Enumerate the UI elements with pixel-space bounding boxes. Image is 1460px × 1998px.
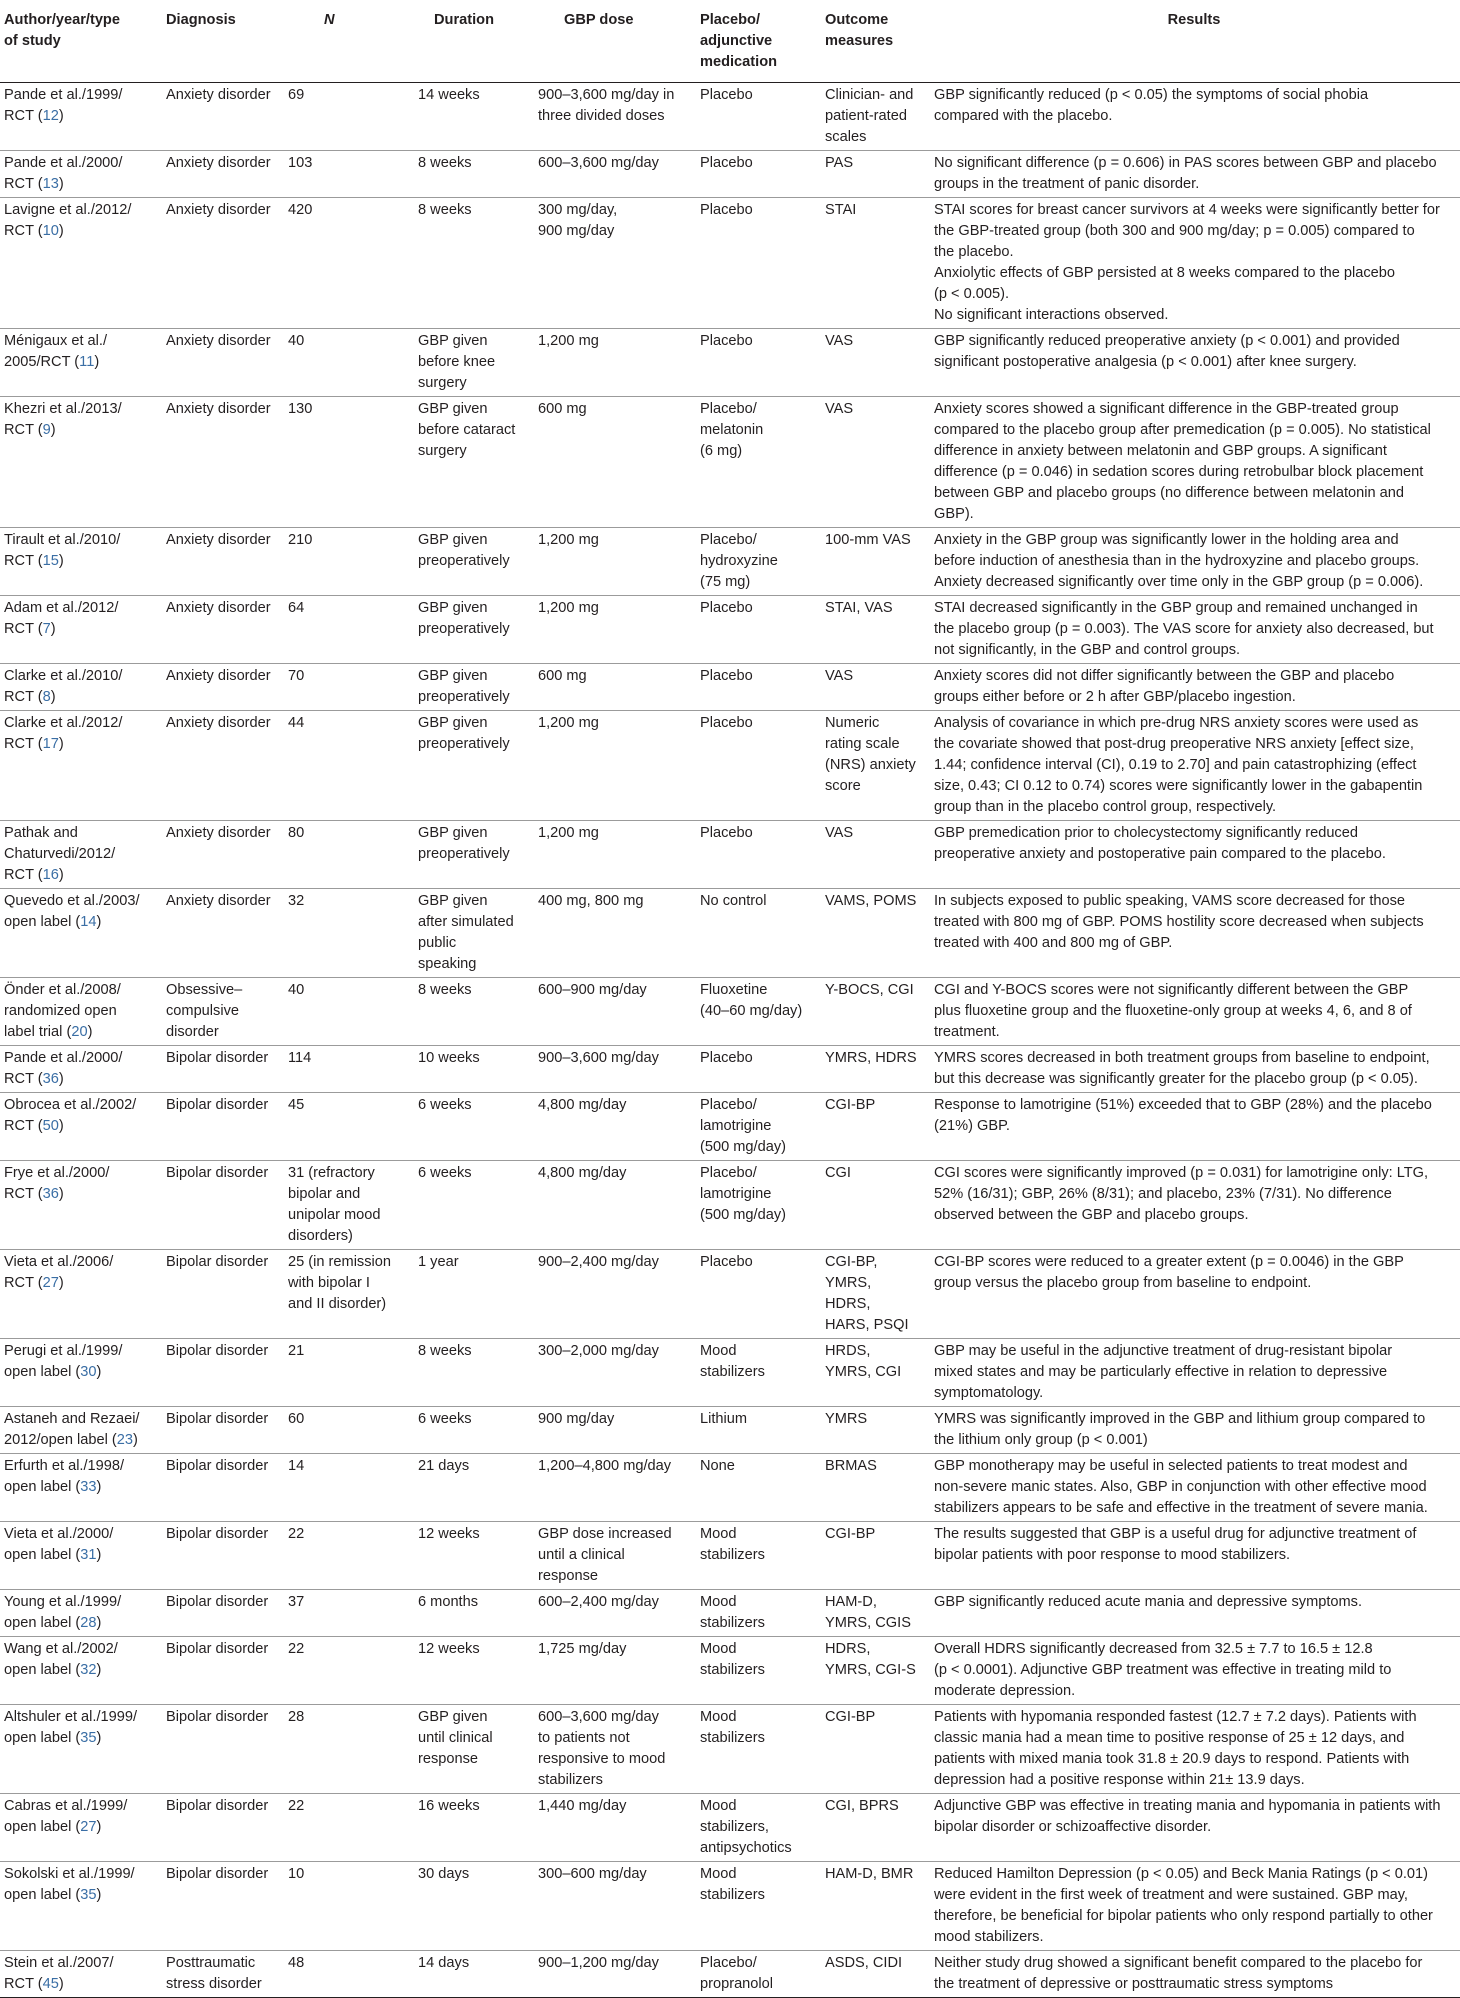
author-text: Pathak and Chaturvedi/2012/ RCT <box>4 825 116 883</box>
author-text: Clarke et al./2010/ RCT <box>4 668 123 705</box>
cell-outcome: STAI <box>825 202 857 218</box>
cell-duration: GBP given preoperatively <box>418 715 510 752</box>
cell-duration: 6 weeks <box>418 1097 472 1113</box>
cell-results: GBP significantly reduced preoperative anxiety (p < 0.001) and provided significant postoperative analgesia (p < 0.001) after knee surgery. <box>934 333 1400 370</box>
reference-link[interactable]: 14 <box>80 914 97 930</box>
cell-n: 114 <box>288 1050 312 1066</box>
cell-diagnosis: Anxiety disorder <box>166 532 271 548</box>
cell-n: 80 <box>288 825 305 841</box>
cell-gbp-dose: 900–3,600 mg/day <box>538 1050 659 1066</box>
cell-outcome: VAS <box>825 668 854 684</box>
header-results: Results <box>1167 12 1221 28</box>
cell-n: 64 <box>288 600 305 616</box>
table-row <box>0 1454 1460 1522</box>
cell-gbp-dose: 900 mg/day <box>538 1411 615 1427</box>
cell-outcome: PAS <box>825 155 854 171</box>
table-row <box>0 151 1460 198</box>
cell-diagnosis: Bipolar disorder <box>166 1526 269 1542</box>
cell-author: Tirault et al./2010/ RCT (15) <box>4 532 121 569</box>
cell-outcome: CGI-BP <box>825 1526 876 1542</box>
cell-gbp-dose: GBP dose increased until a clinical response <box>538 1526 672 1584</box>
cell-results: Anxiety scores did not differ significantly between the GBP and placebo groups either before or 2 h after GBP/placebo ingestion. <box>934 668 1395 705</box>
cell-diagnosis: Anxiety disorder <box>166 715 271 731</box>
cell-results: YMRS was significantly improved in the GBP and lithium group compared to the lithium only group (p < 0.001) <box>934 1411 1426 1448</box>
header-n: N <box>324 12 335 28</box>
table-row <box>0 329 1460 397</box>
cell-results: YMRS scores decreased in both treatment groups from baseline to endpoint, but this decrease was significantly greater for the placebo group (p < 0.05). <box>934 1050 1430 1087</box>
cell-n: 45 <box>288 1097 305 1113</box>
cell-outcome: VAMS, POMS <box>825 893 917 909</box>
cell-duration: 14 weeks <box>418 87 480 103</box>
reference-link[interactable]: 36 <box>42 1071 59 1087</box>
cell-placebo: Placebo/ lamotrigine (500 mg/day) <box>700 1165 786 1223</box>
cell-outcome: VAS <box>825 401 854 417</box>
reference-link[interactable]: 27 <box>42 1275 59 1291</box>
author-text: Perugi et al./1999/ open label <box>4 1343 123 1380</box>
table-row <box>0 397 1460 528</box>
cell-author: Obrocea et al./2002/ RCT (50) <box>4 1097 137 1134</box>
cell-results: Overall HDRS significantly decreased from 32.5 ± 7.7 to 16.5 ± 12.8 (p < 0.0001). Adjunctive GBP treatment was effective in treating mild to moderate depression. <box>934 1641 1392 1699</box>
cell-results: CGI and Y-BOCS scores were not significantly different between the GBP plus fluoxetine group and the fluoxetine-only group at weeks 4, 6, and 8 of treatment. <box>934 982 1412 1040</box>
cell-n: 60 <box>288 1411 305 1427</box>
cell-n: 48 <box>288 1955 305 1971</box>
cell-gbp-dose: 4,800 mg/day <box>538 1165 627 1181</box>
cell-placebo: Mood stabilizers <box>700 1641 765 1678</box>
reference-link[interactable]: 35 <box>80 1730 97 1746</box>
cell-gbp-dose: 1,200 mg <box>538 715 599 731</box>
table-row <box>0 83 1460 151</box>
header-gbp-dose: GBP dose <box>564 12 634 28</box>
author-text: Quevedo et al./2003/ open label <box>4 893 140 930</box>
cell-n: 210 <box>288 532 313 548</box>
reference-link[interactable]: 28 <box>80 1615 97 1631</box>
cell-author: Astaneh and Rezaei/ 2012/open label (23) <box>4 1411 140 1448</box>
cell-placebo: Lithium <box>700 1411 748 1427</box>
cell-n: 40 <box>288 333 305 349</box>
cell-duration: GBP given preoperatively <box>418 600 510 637</box>
cell-placebo: Placebo <box>700 155 753 171</box>
header-outcome: Outcome measures <box>825 12 894 49</box>
cell-gbp-dose: 900–3,600 mg/day in three divided doses <box>538 87 675 124</box>
cell-placebo: Placebo <box>700 1050 753 1066</box>
cell-outcome: CGI-BP, YMRS, HDRS, HARS, PSQI <box>825 1254 909 1333</box>
cell-outcome: CGI, BPRS <box>825 1798 899 1814</box>
reference-link[interactable]: 30 <box>80 1364 97 1380</box>
cell-outcome: CGI-BP <box>825 1709 876 1725</box>
cell-placebo: Mood stabilizers <box>700 1594 765 1631</box>
cell-gbp-dose: 600–3,600 mg/day to patients not responsive to mood stabilizers <box>538 1709 666 1788</box>
cell-gbp-dose: 400 mg, 800 mg <box>538 893 644 909</box>
reference-link[interactable]: 9 <box>42 422 51 438</box>
table-row <box>0 1250 1460 1339</box>
cell-gbp-dose: 300–2,000 mg/day <box>538 1343 659 1359</box>
reference-link[interactable]: 23 <box>116 1432 134 1448</box>
cell-outcome: 100-mm VAS <box>825 532 911 548</box>
cell-outcome: Clinician- and patient-rated scales <box>825 87 914 145</box>
table-row <box>0 664 1460 711</box>
cell-results: GBP significantly reduced (p < 0.05) the symptoms of social phobia compared with the placebo. <box>934 87 1369 124</box>
cell-gbp-dose: 600–2,400 mg/day <box>538 1594 659 1610</box>
cell-results: GBP may be useful in the adjunctive treatment of drug-resistant bipolar mixed states and may be particularly effective in relation to depressive symptomatology. <box>934 1343 1393 1401</box>
cell-outcome: VAS <box>825 333 854 349</box>
cell-author: Önder et al./2008/ randomized open label trial (20) <box>4 982 121 1040</box>
author-text: Cabras et al./1999/ open label <box>4 1798 128 1835</box>
cell-duration: 21 days <box>418 1458 470 1474</box>
cell-n: 103 <box>288 155 313 171</box>
cell-results: Analysis of covariance in which pre-drug NRS anxiety scores were used as the covariate showed that post-drug preoperative NRS anxiety [effect size, 1.44; confidence interval (CI), 0.19 to 2.70] and pain catastrophizing (effect size, 0.43; CI 0.12 to 0.74) scores were significantly lower in the gabapentin group than in the placebo control group, respectively. <box>934 715 1423 815</box>
table-row <box>0 889 1460 978</box>
reference-link[interactable]: 31 <box>80 1547 97 1563</box>
cell-placebo: Placebo <box>700 87 753 103</box>
cell-diagnosis: Bipolar disorder <box>166 1709 269 1725</box>
header-diagnosis: Diagnosis <box>166 12 236 28</box>
cell-outcome: BRMAS <box>825 1458 877 1474</box>
cell-diagnosis: Posttraumatic stress disorder <box>166 1955 262 1992</box>
cell-gbp-dose: 1,200 mg <box>538 333 599 349</box>
table-row <box>0 1407 1460 1454</box>
cell-diagnosis: Anxiety disorder <box>166 202 271 218</box>
cell-author: Adam et al./2012/ RCT (7) <box>4 600 119 637</box>
reference-link[interactable]: 50 <box>42 1118 59 1134</box>
table-row <box>0 1637 1460 1705</box>
cell-n: 22 <box>288 1641 305 1657</box>
reference-link[interactable]: 7 <box>42 621 51 637</box>
author-text: Adam et al./2012/ RCT <box>4 600 119 637</box>
cell-duration: 14 days <box>418 1955 470 1971</box>
cell-results: CGI-BP scores were reduced to a greater extent (p = 0.0046) in the GBP group versus the placebo group from baseline to endpoint. <box>934 1254 1404 1291</box>
cell-n: 70 <box>288 668 305 684</box>
table-header-row <box>0 0 1460 83</box>
cell-n: 40 <box>288 982 305 998</box>
cell-gbp-dose: 4,800 mg/day <box>538 1097 627 1113</box>
cell-placebo: Placebo/ hydroxyzine (75 mg) <box>700 532 778 590</box>
cell-gbp-dose: 300 mg/day, 900 mg/day <box>538 202 618 239</box>
reference-link[interactable]: 33 <box>80 1479 97 1495</box>
cell-diagnosis: Bipolar disorder <box>166 1254 269 1270</box>
cell-duration: 8 weeks <box>418 202 472 218</box>
author-text: Pande et al./2000/ RCT <box>4 155 123 192</box>
cell-placebo: Placebo <box>700 202 753 218</box>
author-text: Clarke et al./2012/ RCT <box>4 715 123 752</box>
cell-outcome: HAM-D, BMR <box>825 1866 914 1882</box>
cell-results: CGI scores were significantly improved (p = 0.031) for lamotrigine only: LTG, 52% (16/31); GBP, 26% (8/31); and placebo, 23% (7/31). No difference observed between the GBP and placebo groups. <box>934 1165 1429 1223</box>
cell-author: Frye et al./2000/ RCT (36) <box>4 1165 110 1202</box>
cell-placebo: Placebo <box>700 825 753 841</box>
table-row <box>0 596 1460 664</box>
cell-results: Neither study drug showed a significant benefit compared to the placebo for the treatment of depressive or posttraumatic stress symptoms <box>934 1955 1423 1992</box>
cell-diagnosis: Bipolar disorder <box>166 1050 269 1066</box>
cell-placebo: Mood stabilizers <box>700 1526 765 1563</box>
cell-author: Cabras et al./1999/ open label (27) <box>4 1798 128 1835</box>
cell-gbp-dose: 600 mg <box>538 401 587 417</box>
author-text: Young et al./1999/ open label <box>4 1594 122 1631</box>
cell-diagnosis: Bipolar disorder <box>166 1594 269 1610</box>
cell-diagnosis: Anxiety disorder <box>166 155 271 171</box>
cell-duration: 6 months <box>418 1594 479 1610</box>
cell-placebo: Placebo <box>700 668 753 684</box>
cell-author: Vieta et al./2000/ open label (31) <box>4 1526 114 1563</box>
reference-link[interactable]: 32 <box>80 1662 97 1678</box>
author-text: Frye et al./2000/ RCT <box>4 1165 110 1202</box>
table-row <box>0 528 1460 596</box>
cell-results: STAI decreased significantly in the GBP group and remained unchanged in the placebo group (p = 0.003). The VAS score for anxiety also decreased, but not significantly, in the GBP and control groups. <box>934 600 1434 658</box>
reference-link[interactable]: 11 <box>79 354 95 370</box>
cell-duration: 30 days <box>418 1866 470 1882</box>
reference-link[interactable]: 13 <box>42 176 59 192</box>
cell-author: Khezri et al./2013/ RCT (9) <box>4 401 122 438</box>
cell-author: Sokolski et al./1999/ open label (35) <box>4 1866 135 1903</box>
author-text: Sokolski et al./1999/ open label <box>4 1866 135 1903</box>
cell-diagnosis: Bipolar disorder <box>166 1798 269 1814</box>
cell-gbp-dose: 600 mg <box>538 668 587 684</box>
cell-results: Anxiety in the GBP group was significantly lower in the holding area and before induction of anesthesia than in the hydroxyzine and placebo groups. Anxiety decreased significantly over time only in the GBP group (p = 0.006). <box>934 532 1424 590</box>
author-text: Lavigne et al./2012/ RCT <box>4 202 132 239</box>
cell-n: 22 <box>288 1526 305 1542</box>
reference-link[interactable]: 45 <box>42 1976 59 1992</box>
table-row <box>0 1862 1460 1951</box>
cell-gbp-dose: 1,725 mg/day <box>538 1641 627 1657</box>
cell-author: Ménigaux et al./ 2005/RCT (11) <box>4 333 108 370</box>
cell-author: Clarke et al./2010/ RCT (8) <box>4 668 123 705</box>
cell-n: 44 <box>288 715 305 731</box>
cell-duration: 12 weeks <box>418 1641 480 1657</box>
table-row <box>0 1161 1460 1250</box>
author-text: Altshuler et al./1999/ open label <box>4 1709 138 1746</box>
cell-duration: 8 weeks <box>418 1343 472 1359</box>
cell-results: No significant difference (p = 0.606) in PAS scores between GBP and placebo groups in the treatment of panic disorder. <box>934 155 1437 192</box>
author-text: Erfurth et al./1998/ open label <box>4 1458 125 1495</box>
cell-gbp-dose: 1,200 mg <box>538 532 599 548</box>
cell-author: Altshuler et al./1999/ open label (35) <box>4 1709 138 1746</box>
author-text: Tirault et al./2010/ RCT <box>4 532 121 569</box>
cell-n: 28 <box>288 1709 305 1725</box>
cell-diagnosis: Anxiety disorder <box>166 893 271 909</box>
cell-diagnosis: Bipolar disorder <box>166 1343 269 1359</box>
author-text: Vieta et al./2000/ open label <box>4 1526 114 1563</box>
cell-diagnosis: Obsessive– compulsive disorder <box>166 982 243 1040</box>
cell-outcome: Y-BOCS, CGI <box>825 982 914 998</box>
cell-n: 420 <box>288 202 313 218</box>
cell-placebo: Placebo/ melatonin (6 mg) <box>700 401 764 459</box>
cell-diagnosis: Bipolar disorder <box>166 1165 269 1181</box>
author-text: Ménigaux et al./ 2005/RCT <box>4 333 108 370</box>
cell-placebo: Placebo <box>700 600 753 616</box>
table-row <box>0 1339 1460 1407</box>
cell-duration: 10 weeks <box>418 1050 480 1066</box>
author-text: Wang et al./2002/ open label <box>4 1641 118 1678</box>
cell-gbp-dose: 1,200 mg <box>538 600 599 616</box>
cell-n: 14 <box>288 1458 305 1474</box>
cell-results: Reduced Hamilton Depression (p < 0.05) and Beck Mania Ratings (p < 0.01) were evident in the first week of treatment and were sustained. GBP may, therefore, be beneficial for bipolar patients who only respond partially to other mood stabilizers. <box>934 1866 1433 1945</box>
reference-link[interactable]: 20 <box>71 1024 88 1040</box>
author-text: Vieta et al./2006/ RCT <box>4 1254 114 1291</box>
cell-diagnosis: Anxiety disorder <box>166 825 271 841</box>
cell-results: In subjects exposed to public speaking, VAMS score decreased for those treated with 800 mg of GBP. POMS hostility score decreased when subjects treated with 400 and 800 mg of GBP. <box>934 893 1424 951</box>
reference-link[interactable]: 8 <box>42 689 51 705</box>
cell-diagnosis: Bipolar disorder <box>166 1866 269 1882</box>
cell-duration: 16 weeks <box>418 1798 480 1814</box>
header-placebo: Placebo/ adjunctive medication <box>700 12 778 70</box>
cell-n: 22 <box>288 1798 305 1814</box>
reference-link[interactable]: 15 <box>42 553 59 569</box>
cell-placebo: Placebo <box>700 1254 753 1270</box>
cell-diagnosis: Anxiety disorder <box>166 401 271 417</box>
cell-results: GBP significantly reduced acute mania and depressive symptoms. <box>934 1594 1363 1610</box>
cell-author: Wang et al./2002/ open label (32) <box>4 1641 118 1678</box>
reference-link[interactable]: 10 <box>42 223 59 239</box>
cell-author: Pathak and Chaturvedi/2012/ RCT (16) <box>4 825 116 883</box>
cell-outcome: HAM-D, YMRS, CGIS <box>825 1594 911 1631</box>
cell-outcome: YMRS <box>825 1411 868 1427</box>
cell-diagnosis: Bipolar disorder <box>166 1097 269 1113</box>
cell-gbp-dose: 600–900 mg/day <box>538 982 647 998</box>
cell-gbp-dose: 1,200 mg <box>538 825 599 841</box>
cell-results: GBP monotherapy may be useful in selected patients to treat modest and non-severe manic states. Also, GBP in conjunction with other effective mood stabilizers appears to be safe and effective in the treatment of severe mania. <box>934 1458 1428 1516</box>
reference-link[interactable]: 17 <box>42 736 59 752</box>
author-text: Stein et al./2007/ RCT <box>4 1955 114 1992</box>
cell-n: 25 (in remission with bipolar I and II disorder) <box>288 1254 392 1312</box>
author-text: Pande et al./2000/ RCT <box>4 1050 123 1087</box>
cell-diagnosis: Anxiety disorder <box>166 600 271 616</box>
cell-placebo: Placebo/ propranolol <box>700 1955 774 1992</box>
cell-diagnosis: Bipolar disorder <box>166 1411 269 1427</box>
table-row <box>0 198 1460 329</box>
cell-n: 10 <box>288 1866 305 1882</box>
cell-results: Patients with hypomania responded fastest (12.7 ± 7.2 days). Patients with classic mania had a mean time to positive response of 25 ± 12 days, and patients with mixed mania took 31.8 ± 20.9 days to respond. Patients with depression had a positive response within 21± 13.9 days. <box>934 1709 1417 1788</box>
table-row <box>0 1705 1460 1794</box>
cell-duration: GBP given until clinical response <box>418 1709 493 1767</box>
cell-n: 32 <box>288 893 305 909</box>
table-row <box>0 711 1460 821</box>
table-row <box>0 978 1460 1046</box>
cell-duration: 8 weeks <box>418 155 472 171</box>
reference-link[interactable]: 35 <box>80 1887 97 1903</box>
cell-results: Anxiety scores showed a significant difference in the GBP-treated group compared to the placebo group after premedication (p = 0.005). No statistical difference in anxiety between melatonin and GBP groups. A significant difference (p = 0.046) in sedation scores during retrobulbar block placement between GBP and placebo groups (no difference between melatonin and GBP). <box>934 401 1431 522</box>
cell-results: The results suggested that GBP is a useful drug for adjunctive treatment of bipolar patients with poor response to mood stabilizers. <box>934 1526 1417 1563</box>
cell-outcome: HRDS, YMRS, CGI <box>825 1343 902 1380</box>
cell-duration: GBP given preoperatively <box>418 825 510 862</box>
cell-n: 130 <box>288 401 313 417</box>
cell-duration: GBP given before cataract surgery <box>418 401 516 459</box>
cell-duration: 6 weeks <box>418 1165 472 1181</box>
header-author: Author/year/type of study <box>4 12 120 49</box>
cell-gbp-dose: 1,440 mg/day <box>538 1798 627 1814</box>
cell-placebo: No control <box>700 893 767 909</box>
cell-results: Response to lamotrigine (51%) exceeded that to GBP (28%) and the placebo (21%) GBP. <box>934 1097 1432 1134</box>
author-text: Önder et al./2008/ randomized open label trial <box>4 982 121 1040</box>
reference-link[interactable]: 27 <box>80 1819 97 1835</box>
cell-outcome: VAS <box>825 825 854 841</box>
cell-results: Adjunctive GBP was effective in treating mania and hypomania in patients with bipolar disorder or schizoaffective disorder. <box>934 1798 1441 1835</box>
cell-outcome: HDRS, YMRS, CGI-S <box>825 1641 916 1678</box>
cell-placebo: Placebo/ lamotrigine (500 mg/day) <box>700 1097 786 1155</box>
cell-duration: GBP given preoperatively <box>418 668 510 705</box>
cell-n: 21 <box>288 1343 305 1359</box>
cell-placebo: Mood stabilizers <box>700 1343 765 1380</box>
cell-duration: GBP given preoperatively <box>418 532 510 569</box>
cell-duration: 12 weeks <box>418 1526 480 1542</box>
cell-outcome: ASDS, CIDI <box>825 1955 903 1971</box>
cell-diagnosis: Bipolar disorder <box>166 1458 269 1474</box>
cell-placebo: Fluoxetine (40–60 mg/day) <box>700 982 803 1019</box>
table-row <box>0 1046 1460 1093</box>
cell-duration: 8 weeks <box>418 982 472 998</box>
cell-diagnosis: Anxiety disorder <box>166 87 271 103</box>
cell-author: Erfurth et al./1998/ open label (33) <box>4 1458 125 1495</box>
cell-gbp-dose: 900–2,400 mg/day <box>538 1254 659 1270</box>
cell-diagnosis: Anxiety disorder <box>166 333 271 349</box>
cell-placebo: Placebo <box>700 715 753 731</box>
table-row <box>0 1093 1460 1161</box>
table-row <box>0 821 1460 889</box>
cell-gbp-dose: 900–1,200 mg/day <box>538 1955 659 1971</box>
reference-link[interactable]: 36 <box>42 1186 59 1202</box>
cell-gbp-dose: 300–600 mg/day <box>538 1866 647 1882</box>
cell-duration: GBP given after simulated public speaking <box>418 893 514 972</box>
cell-author: Lavigne et al./2012/ RCT (10) <box>4 202 132 239</box>
cell-outcome: Numeric rating scale (NRS) anxiety score <box>825 715 916 794</box>
cell-gbp-dose: 1,200–4,800 mg/day <box>538 1458 672 1474</box>
table-row <box>0 1590 1460 1637</box>
cell-author: Vieta et al./2006/ RCT (27) <box>4 1254 114 1291</box>
cell-author: Young et al./1999/ open label (28) <box>4 1594 122 1631</box>
cell-duration: 6 weeks <box>418 1411 472 1427</box>
cell-diagnosis: Bipolar disorder <box>166 1641 269 1657</box>
header-duration: Duration <box>434 12 494 28</box>
cell-outcome: CGI-BP <box>825 1097 876 1113</box>
cell-outcome: YMRS, HDRS <box>825 1050 917 1066</box>
table-body <box>0 83 1460 1998</box>
cell-n: 37 <box>288 1594 305 1610</box>
cell-n: 31 (refractory bipolar and unipolar mood disorders) <box>288 1165 381 1244</box>
cell-placebo: Placebo <box>700 333 753 349</box>
cell-placebo: Mood stabilizers <box>700 1709 765 1746</box>
cell-placebo: None <box>700 1458 735 1474</box>
reference-link[interactable]: 16 <box>42 867 59 883</box>
cell-duration: 1 year <box>418 1254 459 1270</box>
table-row <box>0 1951 1460 1998</box>
cell-diagnosis: Anxiety disorder <box>166 668 271 684</box>
author-text: Pande et al./1999/ RCT <box>4 87 123 124</box>
cell-author: Perugi et al./1999/ open label (30) <box>4 1343 123 1380</box>
cell-author: Pande et al./2000/ RCT (36) <box>4 1050 123 1087</box>
cell-author: Stein et al./2007/ RCT (45) <box>4 1955 114 1992</box>
cell-outcome: CGI <box>825 1165 851 1181</box>
cell-outcome: STAI, VAS <box>825 600 893 616</box>
cell-results: STAI scores for breast cancer survivors at 4 weeks were significantly better for the GBP-treated group (both 300 and 900 mg/day; p = 0.005) compared to the placebo. Anxiolytic effects of GBP persisted at 8 weeks compared to the placebo (p < 0.005). No significant interactions observed. <box>934 202 1440 323</box>
cell-results: GBP premedication prior to cholecystectomy significantly reduced preoperative anxiety and postoperative pain compared to the placebo. <box>934 825 1386 862</box>
author-text: Astaneh and Rezaei/ 2012/open label <box>4 1411 140 1448</box>
cell-author: Quevedo et al./2003/ open label (14) <box>4 893 140 930</box>
cell-gbp-dose: 600–3,600 mg/day <box>538 155 659 171</box>
cell-placebo: Mood stabilizers <box>700 1866 765 1903</box>
cell-author: Pande et al./2000/ RCT (13) <box>4 155 123 192</box>
cell-duration: GBP given before knee surgery <box>418 333 496 391</box>
cell-placebo: Mood stabilizers, antipsychotics <box>700 1798 792 1856</box>
table-row <box>0 1794 1460 1862</box>
cell-author: Pande et al./1999/ RCT (12) <box>4 87 123 124</box>
cell-n: 69 <box>288 87 305 103</box>
author-text: Khezri et al./2013/ RCT <box>4 401 122 438</box>
reference-link[interactable]: 12 <box>42 108 59 124</box>
author-text: Obrocea et al./2002/ RCT <box>4 1097 137 1134</box>
table-row <box>0 1522 1460 1590</box>
cell-author: Clarke et al./2012/ RCT (17) <box>4 715 123 752</box>
